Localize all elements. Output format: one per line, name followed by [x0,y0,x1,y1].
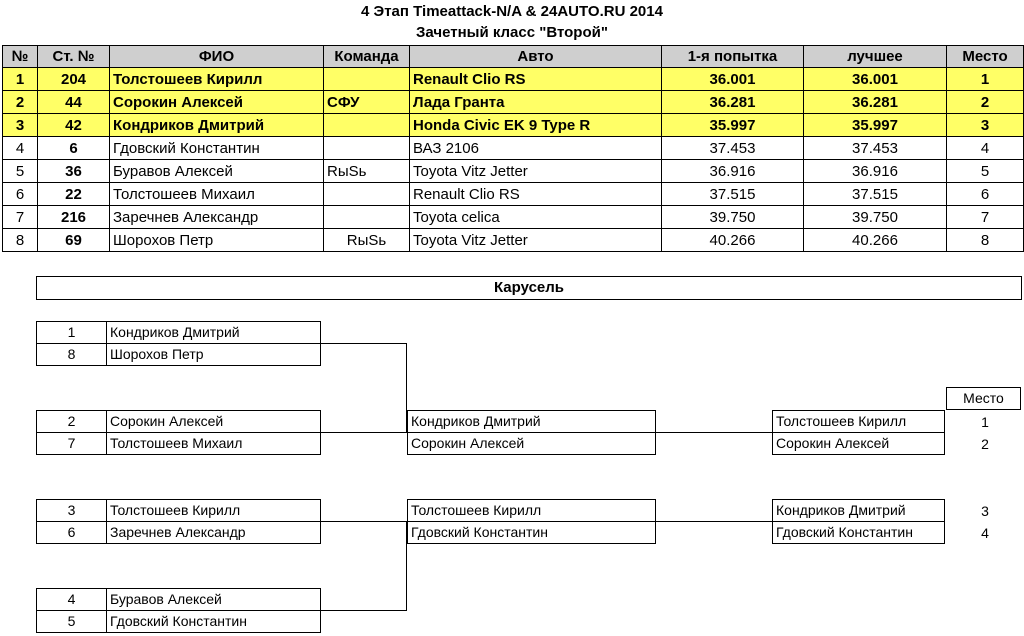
cell-best: 40.266 [804,229,947,252]
cell-start-number: 69 [38,229,110,252]
final-place: 1 [981,414,989,430]
final-slot [772,432,945,455]
final-place: 4 [981,525,989,541]
cell-no: 2 [3,91,38,114]
seed-number: 6 [37,522,107,543]
table-row [3,229,1024,252]
cell-team: СФУ [324,91,410,114]
cell-car: Toyota Vitz Jetter [410,229,662,252]
cell-best: 37.515 [804,183,947,206]
cell-no: 3 [3,114,38,137]
round1-slot [36,610,321,633]
cell-car: Honda Civic EK 9 Type R [410,114,662,137]
final-slot [772,410,945,433]
bracket-line [406,521,407,611]
cell-no: 5 [3,160,38,183]
cell-start-number: 42 [38,114,110,137]
bracket-line [320,432,407,433]
cell-team [324,68,410,91]
round1-slot [36,432,321,455]
cell-no: 4 [3,137,38,160]
round1-name: Буравов Алексей [110,591,222,607]
seed-number: 8 [37,344,107,365]
round1-name: Толстошеев Кирилл [110,502,241,518]
cell-place: 7 [947,206,1024,229]
cell-place: 3 [947,114,1024,137]
seed-number: 2 [37,411,107,432]
table-row [3,114,1024,137]
final-place: 2 [981,436,989,452]
cell-start-number: 44 [38,91,110,114]
table-row [3,137,1024,160]
round2-name: Толстошеев Кирилл [411,502,542,518]
cell-team [324,183,410,206]
cell-best: 36.281 [804,91,947,114]
col-header-best: лучшее [804,46,947,68]
col-header-name: ФИО [110,46,324,68]
round1-slot [36,343,321,366]
col-header-no: № [3,46,38,68]
cell-first-try: 40.266 [662,229,804,252]
cell-first-try: 37.515 [662,183,804,206]
table-row [3,68,1024,91]
place-header: Место [946,387,1021,410]
round1-name: Толстошеев Михаил [110,435,243,451]
cell-team: RыSь [324,229,410,252]
table-row [3,91,1024,114]
round1-name: Заречнев Александр [110,524,246,540]
round2-slot [407,410,656,433]
cell-car: Renault Clio RS [410,68,662,91]
bracket-line [656,432,772,433]
cell-name: Толстошеев Кирилл [110,68,324,91]
col-header-place: Место [947,46,1024,68]
round2-slot [407,521,656,544]
bracket-line [320,343,407,344]
cell-start-number: 36 [38,160,110,183]
cell-first-try: 35.997 [662,114,804,137]
final-name: Сорокин Алексей [776,435,890,451]
round1-slot [36,321,321,344]
bracket-line [406,343,407,432]
cell-team: RыSь [324,160,410,183]
seed-number: 7 [37,433,107,454]
final-name: Гдовский Константин [776,524,913,540]
round1-name: Шорохов Петр [110,346,204,362]
cell-name: Толстошеев Михаил [110,183,324,206]
cell-place: 6 [947,183,1024,206]
final-slot [772,521,945,544]
cell-name: Заречнев Александр [110,206,324,229]
cell-place: 8 [947,229,1024,252]
round2-name: Сорокин Алексей [411,435,525,451]
cell-name: Кондриков Дмитрий [110,114,324,137]
cell-no: 6 [3,183,38,206]
seed-number: 5 [37,611,107,632]
cell-start-number: 216 [38,206,110,229]
cell-name: Шорохов Петр [110,229,324,252]
round1-name: Гдовский Константин [110,613,247,629]
cell-name: Сорокин Алексей [110,91,324,114]
round1-slot [36,499,321,522]
cell-place: 2 [947,91,1024,114]
col-header-first-try: 1-я попытка [662,46,804,68]
round2-slot [407,499,656,522]
cell-no: 7 [3,206,38,229]
table-row [3,183,1024,206]
seed-number: 1 [37,322,107,343]
cell-car: Toyota Vitz Jetter [410,160,662,183]
cell-best: 36.001 [804,68,947,91]
cell-place: 1 [947,68,1024,91]
cell-name: Буравов Алексей [110,160,324,183]
cell-best: 35.997 [804,114,947,137]
cell-car: Renault Clio RS [410,183,662,206]
cell-team [324,137,410,160]
cell-place: 5 [947,160,1024,183]
cell-start-number: 22 [38,183,110,206]
cell-car: ВАЗ 2106 [410,137,662,160]
page-title: 4 Этап Timeattack-N/A & 24AUTO.RU 2014 [361,3,663,20]
table-header-row [3,46,1024,68]
seed-number: 3 [37,500,107,521]
cell-car: Лада Гранта [410,91,662,114]
cell-best: 36.916 [804,160,947,183]
cell-first-try: 39.750 [662,206,804,229]
cell-best: 37.453 [804,137,947,160]
seed-number: 4 [37,589,107,610]
cell-first-try: 36.916 [662,160,804,183]
bracket-line [656,521,772,522]
round1-slot [36,521,321,544]
round1-name: Кондриков Дмитрий [110,324,240,340]
cell-team [324,114,410,137]
cell-first-try: 37.453 [662,137,804,160]
carousel-title: Карусель [36,276,1022,300]
round2-name: Кондриков Дмитрий [411,413,541,429]
table-row [3,160,1024,183]
cell-start-number: 6 [38,137,110,160]
bracket-line [320,521,407,522]
round2-slot [407,432,656,455]
round1-slot [36,588,321,611]
col-header-team: Команда [324,46,410,68]
bracket-line [320,610,407,611]
table-row [3,206,1024,229]
round2-name: Гдовский Константин [411,524,548,540]
cell-no: 8 [3,229,38,252]
cell-best: 39.750 [804,206,947,229]
cell-no: 1 [3,68,38,91]
final-slot [772,499,945,522]
page-subtitle: Зачетный класс "Второй" [416,24,608,41]
round1-name: Сорокин Алексей [110,413,224,429]
round1-slot [36,410,321,433]
cell-first-try: 36.281 [662,91,804,114]
cell-name: Гдовский Константин [110,137,324,160]
final-name: Кондриков Дмитрий [776,502,906,518]
final-place: 3 [981,503,989,519]
final-name: Толстошеев Кирилл [776,413,907,429]
cell-start-number: 204 [38,68,110,91]
col-header-start-number: Ст. № [38,46,110,68]
cell-team [324,206,410,229]
cell-first-try: 36.001 [662,68,804,91]
col-header-car: Авто [410,46,662,68]
results-table [2,45,1024,252]
cell-place: 4 [947,137,1024,160]
cell-car: Toyota celica [410,206,662,229]
